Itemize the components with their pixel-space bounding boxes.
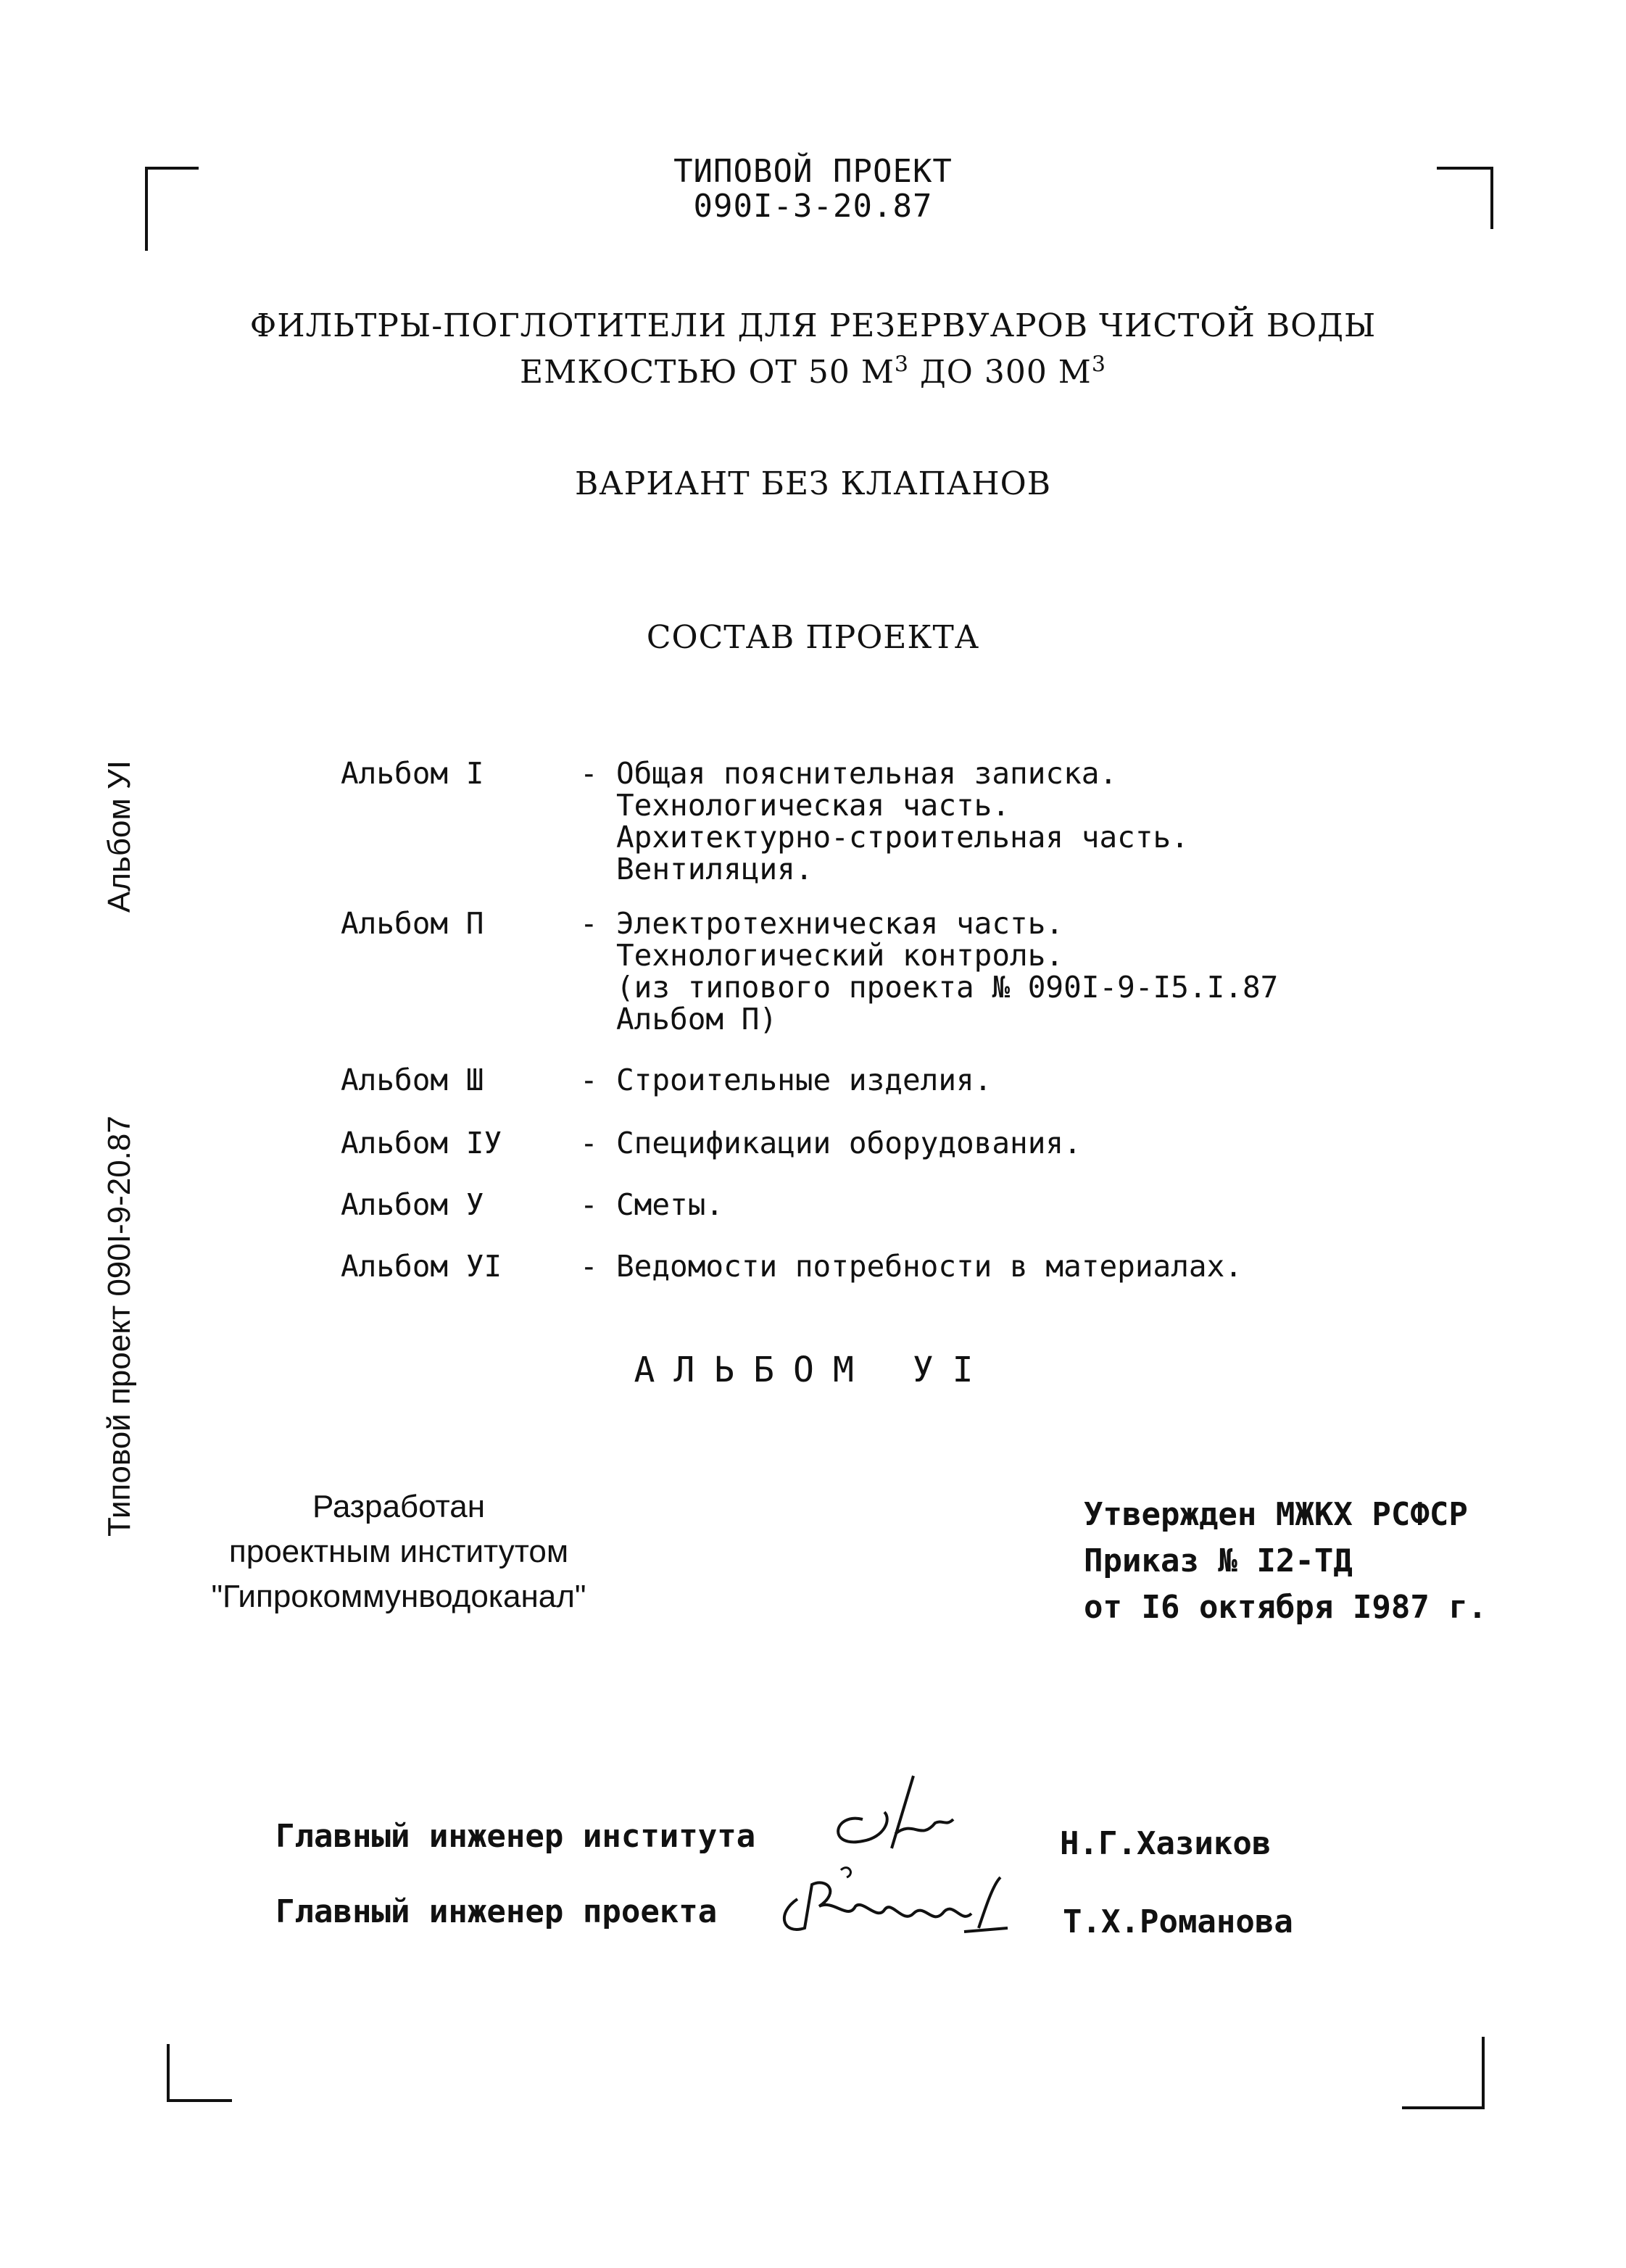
album-description-line: Архитектурно-строительная часть. bbox=[616, 820, 1189, 855]
superscript: 3 bbox=[894, 352, 910, 378]
developed-by-line: Разработан bbox=[312, 1489, 486, 1524]
album-dash: - bbox=[580, 906, 598, 941]
album-dash: - bbox=[580, 1063, 598, 1097]
signature-role: Главный инженер института bbox=[275, 1818, 756, 1855]
developed-by-line: проектным институтом bbox=[228, 1534, 569, 1569]
header-project-number: 090I-3-20.87 bbox=[693, 188, 933, 225]
document-title-line2 bbox=[0, 351, 1626, 394]
album-description-line: (из типового проекта № 090I-9-I5.I.87 bbox=[616, 970, 1279, 1005]
composition-heading: СОСТАВ ПРОЕКТА bbox=[646, 619, 980, 656]
album-dash: - bbox=[580, 1249, 598, 1284]
album-name: Альбом I bbox=[341, 756, 484, 791]
superscript: 3 bbox=[1091, 352, 1106, 378]
album-name: Альбом У bbox=[341, 1187, 484, 1222]
album-description-line: Технологическая часть. bbox=[616, 788, 1011, 823]
album-description bbox=[616, 907, 1278, 1035]
album-description-line: Ведомости потребности в материалах. bbox=[616, 1249, 1243, 1284]
signer-name: Н.Г.Хазиков bbox=[1060, 1825, 1272, 1862]
album-description-line: Электротехническая часть. bbox=[616, 906, 1064, 941]
developed-by-block bbox=[174, 1484, 623, 1619]
album-dash: - bbox=[580, 1187, 598, 1222]
developed-by-institute: "Гипрокоммунводоканал" bbox=[211, 1579, 586, 1614]
approval-block bbox=[1084, 1492, 1487, 1631]
signer-name: Т.Х.Романова bbox=[1063, 1903, 1293, 1940]
approval-order: Приказ № I2-ТД bbox=[1084, 1542, 1353, 1579]
album-description-line: Альбом П) bbox=[616, 1002, 778, 1037]
album-description-line: Вентиляция. bbox=[616, 852, 813, 886]
title-capacity-to: ДО 300 М bbox=[909, 354, 1092, 391]
album-description bbox=[616, 1189, 723, 1221]
document-title-line1: ФИЛЬТРЫ-ПОГЛОТИТЕЛИ ДЛЯ РЕЗЕРВУАРОВ ЧИСТОЙ ВОДЫ bbox=[249, 307, 1377, 344]
album-dash: - bbox=[580, 756, 598, 791]
side-album-label: Альбом УI bbox=[101, 760, 137, 913]
album-heading: АЛЬБОМ УI bbox=[634, 1350, 992, 1390]
album-description bbox=[616, 1127, 1082, 1159]
side-vertical-label bbox=[101, 760, 138, 1537]
corner-mark-bottom-right bbox=[1402, 2037, 1485, 2109]
approval-line: Утвержден МЖКХ РСФСР bbox=[1084, 1496, 1468, 1533]
album-description bbox=[616, 1064, 992, 1096]
signature-image bbox=[768, 1856, 1029, 1950]
signature-image bbox=[812, 1769, 957, 1863]
header-project-type: ТИПОВОЙ ПРОЕКТ bbox=[673, 153, 953, 190]
album-description-line: Технологический контроль. bbox=[616, 938, 1064, 973]
album-name: Альбом IУ bbox=[341, 1126, 502, 1160]
album-description-line: Строительные изделия. bbox=[616, 1063, 992, 1097]
album-name: Альбом УI bbox=[341, 1249, 502, 1284]
album-description-line: Спецификации оборудования. bbox=[616, 1126, 1082, 1160]
variant-heading: ВАРИАНТ БЕЗ КЛАПАНОВ bbox=[574, 465, 1052, 502]
album-description bbox=[616, 1250, 1243, 1282]
side-project-number: Типовой проект 090I-9-20.87 bbox=[101, 1116, 137, 1537]
approval-date: от I6 октября I987 г. bbox=[1084, 1589, 1488, 1626]
corner-mark-bottom-left bbox=[167, 2044, 232, 2102]
album-dash: - bbox=[580, 1126, 598, 1160]
album-description-line: Сметы. bbox=[616, 1187, 724, 1222]
album-name: Альбом П bbox=[341, 906, 484, 941]
title-capacity-from: ЕМКОСТЬЮ ОТ 50 М bbox=[520, 354, 895, 391]
album-description-line: Общая пояснительная записка. bbox=[616, 756, 1118, 791]
album-description bbox=[616, 757, 1189, 885]
album-name: Альбом Ш bbox=[341, 1063, 484, 1097]
signature-role: Главный инженер проекта bbox=[275, 1893, 718, 1930]
